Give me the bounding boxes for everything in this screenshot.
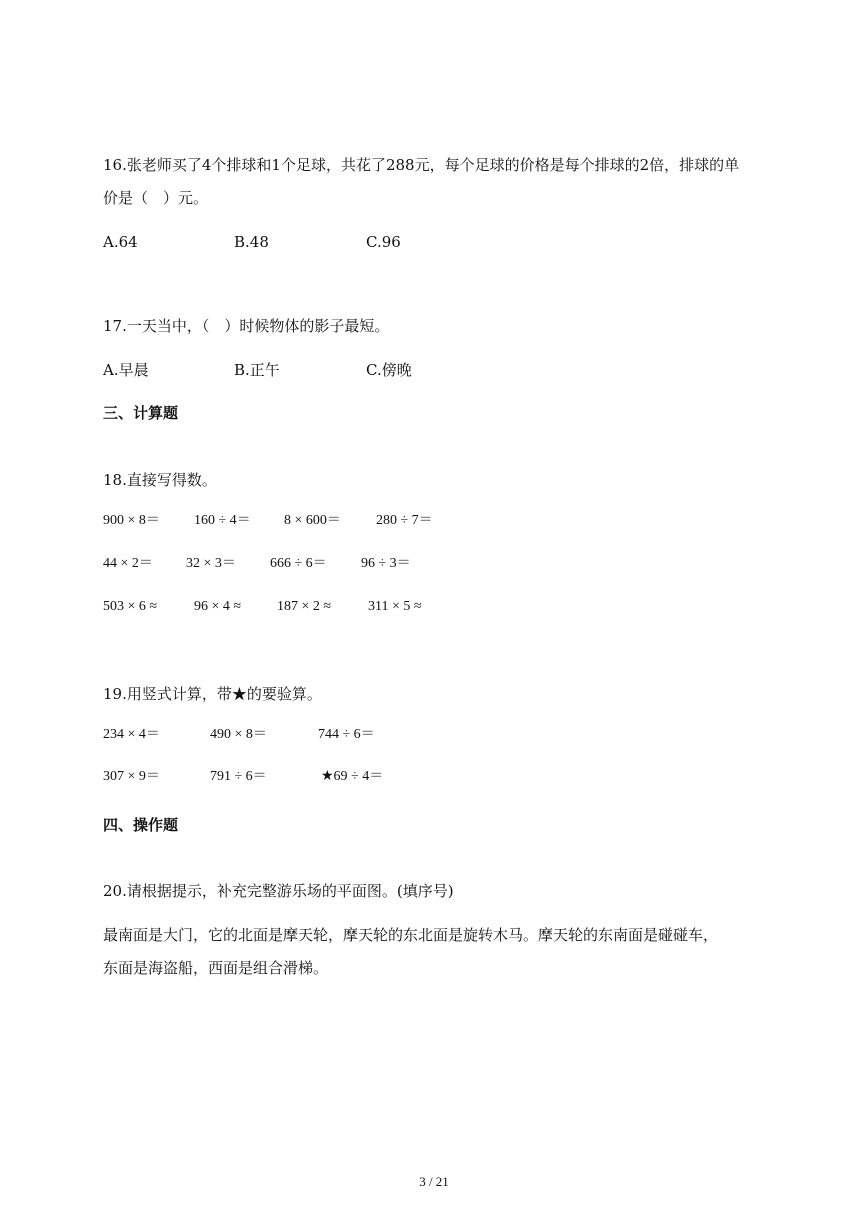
q16-stem-line2: 价是（ ）元。 — [103, 189, 209, 207]
q20-stem: 20.请根据提示，补充完整游乐场的平面图。(填序号) — [103, 882, 454, 900]
q19-expr: 791 ÷ 6＝ — [210, 769, 267, 784]
q19-expr: 234 × 4＝ — [103, 727, 160, 742]
q17-option-a: A.早晨 — [103, 361, 149, 379]
q18-expr: 96 × 4 ≈ — [194, 599, 242, 614]
q18-expr: 900 × 8＝ — [103, 513, 160, 528]
q18-expr: 311 × 5 ≈ — [368, 599, 422, 614]
q17-option-c: C.傍晚 — [366, 361, 412, 379]
q18-expr: 44 × 2＝ — [103, 556, 153, 571]
q17-stem: 17.一天当中，（ ）时候物体的影子最短。 — [103, 317, 390, 335]
q20-text-line1: 最南面是大门，它的北面是摩天轮，摩天轮的东北面是旋转木马。摩天轮的东南面是碰碰车， — [103, 926, 719, 944]
q19-expr: 744 ÷ 6＝ — [318, 727, 375, 742]
q18-expr: 666 ÷ 6＝ — [270, 556, 327, 571]
q16-option-b: B.48 — [234, 233, 269, 251]
q18-expr: 32 × 3＝ — [186, 556, 236, 571]
section-title-operation: 四、操作题 — [103, 816, 179, 834]
q18-expr: 160 ÷ 4＝ — [194, 513, 251, 528]
q18-expr: 503 × 6 ≈ — [103, 599, 158, 614]
q19-expr-starred: ★69 ÷ 4＝ — [321, 769, 384, 784]
q16-option-a: A.64 — [103, 233, 138, 251]
q19-stem: 19.用竖式计算，带★的要验算。 — [103, 685, 322, 703]
q16-stem-line1: 16.张老师买了4个排球和1个足球，共花了288元，每个足球的价格是每个排球的2倍，排球的单 — [103, 156, 740, 174]
q19-expr: 490 × 8＝ — [210, 727, 267, 742]
q16-option-c: C.96 — [366, 233, 401, 251]
q19-expr: 307 × 9＝ — [103, 769, 160, 784]
q18-stem: 18.直接写得数。 — [103, 471, 217, 489]
q17-option-b: B.正午 — [234, 361, 280, 379]
q18-expr: 96 ÷ 3＝ — [361, 556, 411, 571]
q18-expr: 280 ÷ 7＝ — [376, 513, 433, 528]
q18-expr: 187 × 2 ≈ — [277, 599, 332, 614]
section-title-calculation: 三、计算题 — [103, 404, 179, 422]
q18-expr: 8 × 600＝ — [284, 513, 341, 528]
q20-text-line2: 东面是海盗船，西面是组合滑梯。 — [103, 959, 329, 977]
page-number: 3 / 21 — [419, 1174, 449, 1189]
